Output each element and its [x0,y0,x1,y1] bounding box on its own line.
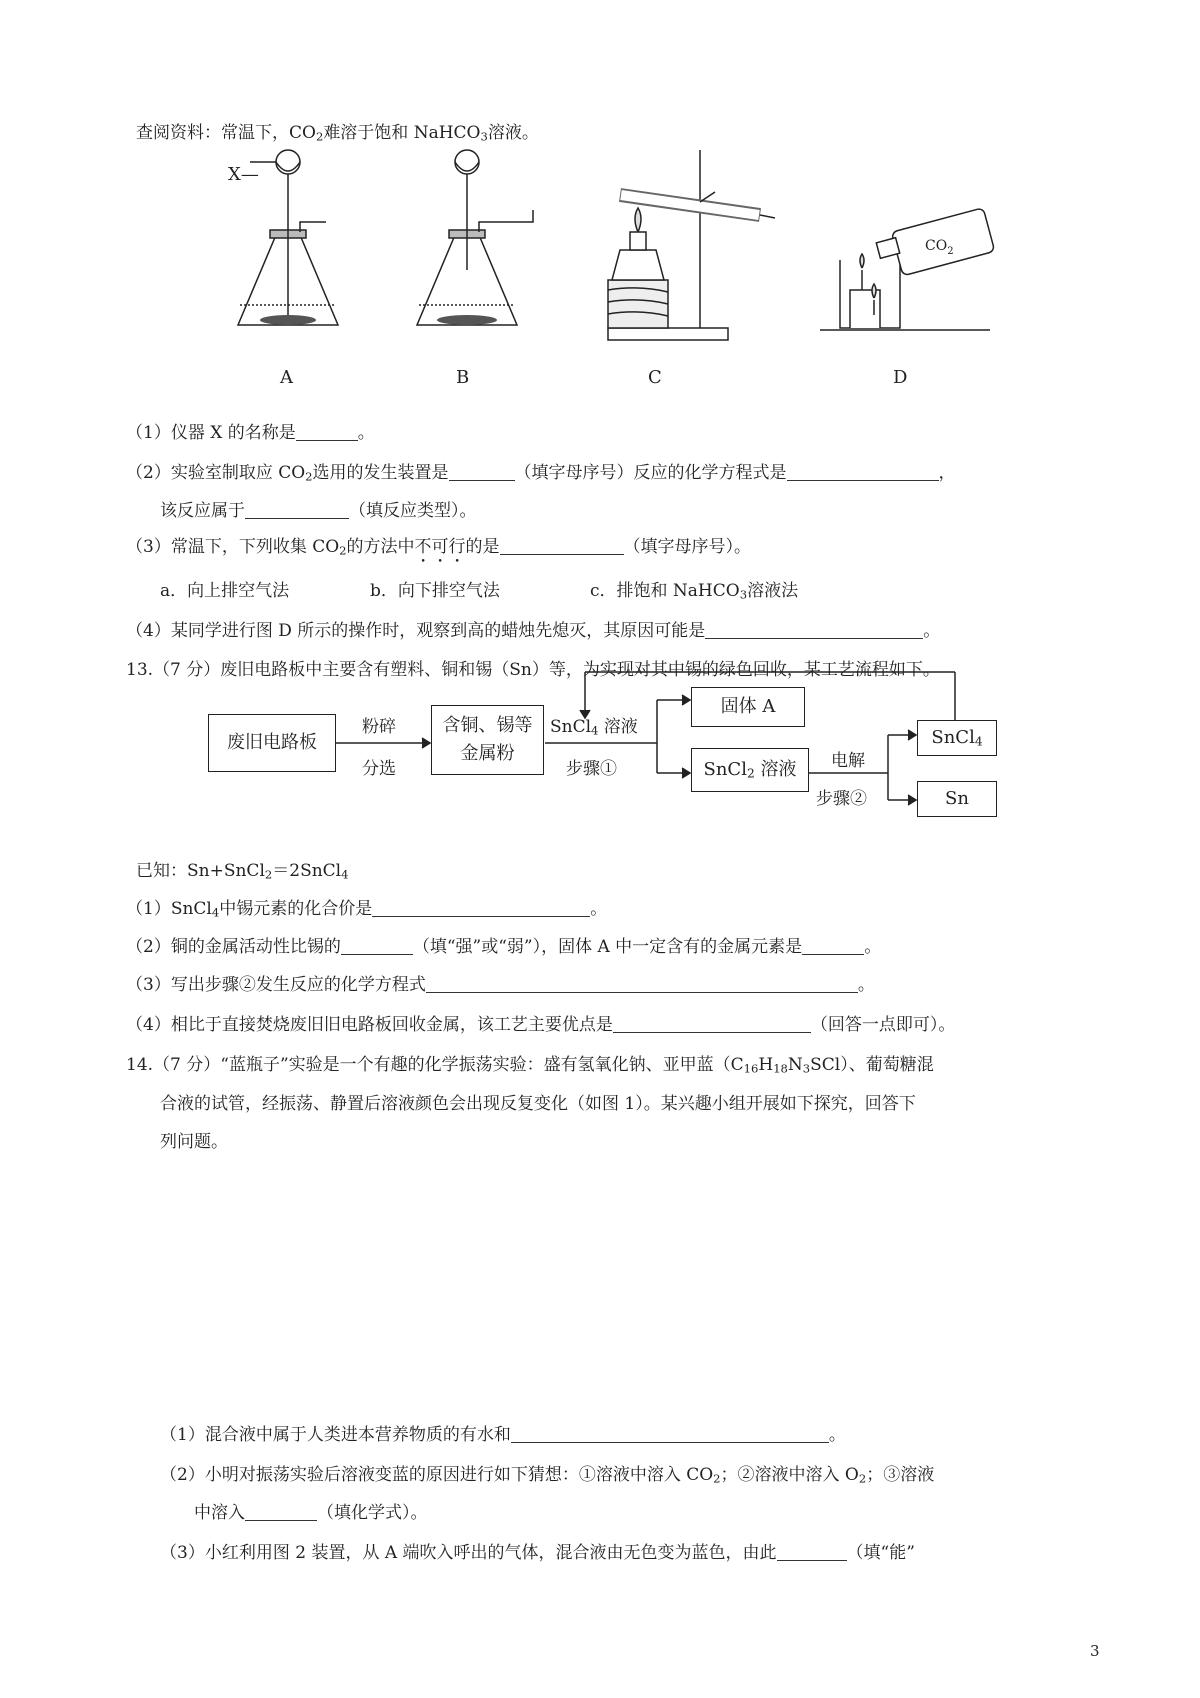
box-sncl4: SnCl$_4$ [917,720,997,756]
box-sn: Sn [917,781,997,817]
q12-opt-a: a．向上排空气法 [160,581,290,601]
apparatus-d [820,208,995,330]
reference-note: 查阅资料：常温下，$CO_2$难溶于饱和 NaHCO$_3$溶液。 [136,123,539,144]
box-waste-board: 废旧电路板 [208,714,336,772]
q12-4: （4）某同学进行图 D 所示的操作时，观察到高的蜡烛先熄灭，其原因可能是 。 [126,621,941,641]
flow-step1: 步骤① [566,759,617,779]
q14-1: （1）混合液中属于人类进本营养物质的有水和 。 [160,1425,846,1445]
box-solid-a: 固体 A [691,687,805,727]
q12-opt-b: b．向下排空气法 [370,581,500,601]
q12-3: （3）常温下，下列收集 $CO_2$的方法中不可行的是 （填字母序号）。 [126,537,752,558]
label-a: A [280,367,293,388]
label-d: D [893,367,908,388]
q12-opt-c: c．排饱和 NaHCO$_3$溶液法 [590,581,799,602]
q12-2: （2）实验室制取应 $CO_2$选用的发生装置是 （填字母序号）反应的化学方程式是 ， [126,463,956,484]
q14-line1: 14.（7 分）“蓝瓶子”实验是一个有趣的化学振荡实验：盛有氢氧化钠、亚甲蓝$(C_{16}H_{18}N_3SCl)$、葡萄糖混 [126,1055,934,1076]
box-metal-powder: 含铜、锡等 金属粉 [431,705,544,775]
q13-2: （2）铜的金属活动性比锡的 （填“强”或“弱”），固体 A 中一定含有的金属元素是 。 [126,937,882,957]
q14-2: （2）小明对振荡实验后溶液变蓝的原因进行如下猜想：①溶液中溶入 $CO_2$；②溶液中溶入 $O_2$；③溶液 [160,1465,935,1486]
bottle-label: $CO_2$ [925,238,954,257]
q14-2b: 中溶入 （填化学式）。 [194,1503,428,1523]
flask-b [417,150,533,325]
q13-known: 已知：Sn+SnCl$_2$＝2SnCl$_4$ [136,861,349,882]
q13-title: 13.（7 分）废旧电路板中主要含有塑料、铜和锡（Sn）等，为实现对其中锡的绿色回收，某工艺流程如下。 [126,660,940,680]
label-b: B [456,367,470,388]
apparatus-figure [0,140,1200,400]
page-number: 3 [1090,1642,1100,1660]
q14-line3: 列问题。 [160,1132,228,1152]
q12-1: （1）仪器 X 的名称是 。 [126,423,375,443]
flowchart-arrows [0,660,1200,830]
apparatus-c [608,150,775,340]
q14-3: （3）小红利用图 2 装置，从 A 端吹入呼出的气体，混合液由无色变为蓝色，由此 （填“能” [160,1543,915,1563]
label-x: X— [228,164,259,185]
q13-3: （3）写出步骤②发生反应的化学方程式 。 [126,975,875,995]
q13-1: （1）SnCl$_4$中锡元素的化合价是 。 [126,899,608,920]
flow-sncl4-solution: SnCl$_4$ 溶液 [550,717,638,738]
flow-sort: 分选 [362,759,396,779]
q14-line2: 合液的试管，经振荡、静置后溶液颜色会出现反复变化（如图 1）。某兴趣小组开展如下探究，回答下 [160,1094,916,1114]
label-c: C [648,367,662,388]
flow-step2: 步骤② [816,789,867,809]
q12-2b: 该反应属于 （填反应类型）。 [160,501,477,521]
flow-crush: 粉碎 [362,717,396,737]
box-sncl2-solution: SnCl$_2$ 溶液 [691,748,809,792]
flow-electrolysis: 电解 [831,751,865,771]
q13-4: （4）相比于直接焚烧废旧旧电路板回收金属，该工艺主要优点是 （回答一点即可）。 [126,1015,956,1035]
